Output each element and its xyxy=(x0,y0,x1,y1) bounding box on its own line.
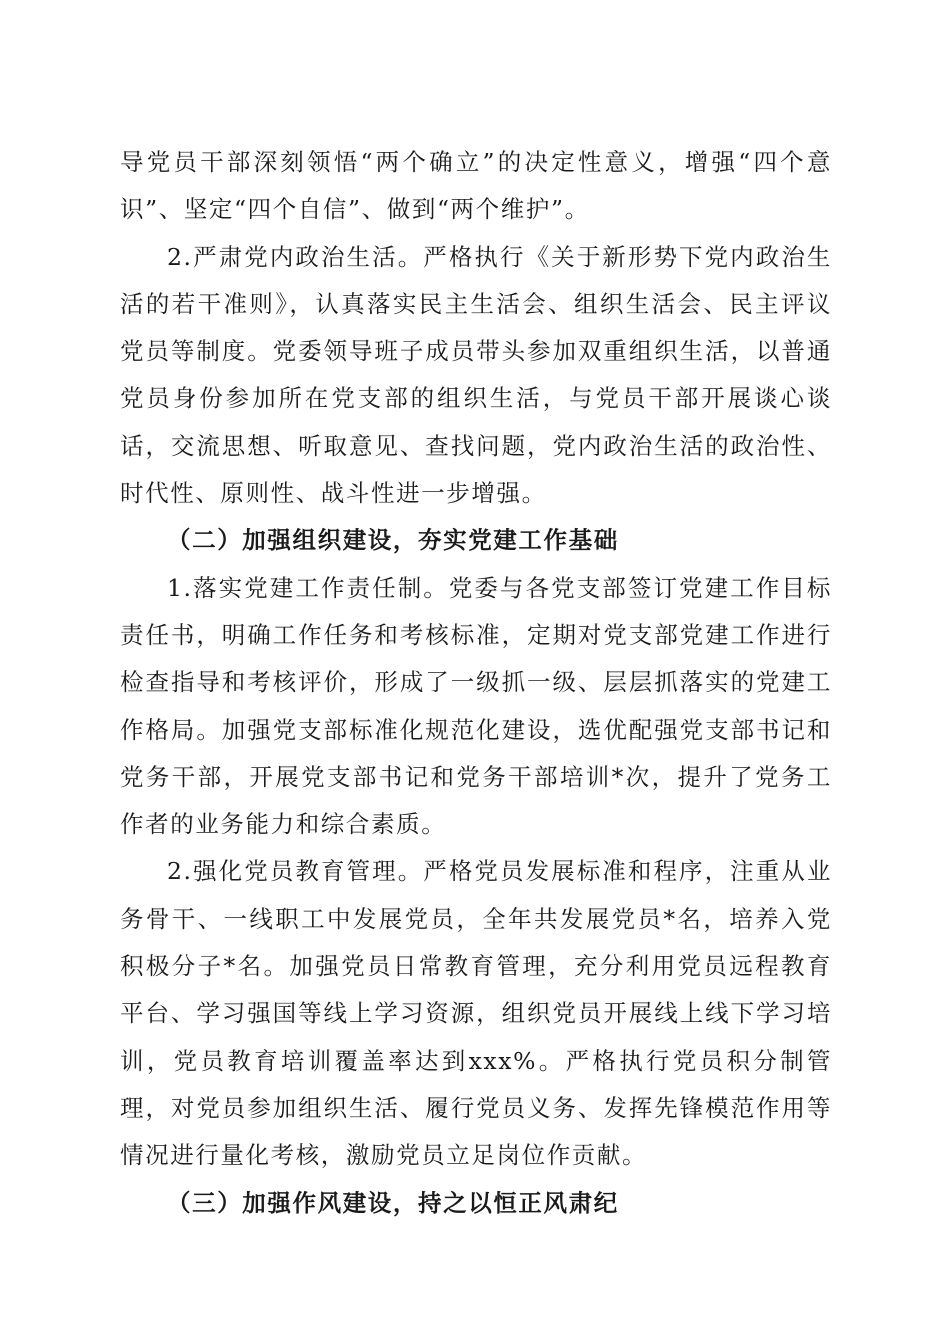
section-heading-work-style: （三）加强作风建设，持之以恒正风肃纪 xyxy=(167,1188,619,1217)
document-body xyxy=(120,139,832,1227)
body-paragraph-continuation: 导党员干部深刻领悟“两个确立”的决定性意义，增强“四个意识”、坚定“四个自信”、做到“两个维护”。 xyxy=(120,148,832,224)
section-heading-organization: （二）加强组织建设，夯实党建工作基础 xyxy=(167,526,619,555)
body-paragraph-political-life: 2.严肃党内政治生活。严格执行《关于新形势下党内政治生活的若干准则》，认真落实民主生活会、组织生活会、民主评议党员等制度。党委领导班子成员带头参加双重组织生活，以普通党员身份参加所在党支部的组织生活，与党员干部开展谈心谈话，交流思想、听取意见、查找问题，党内政治生活的政治性、时代性、原则性、战斗性进一步增强。 xyxy=(120,242,832,508)
body-paragraph-member-education: 2.强化党员教育管理。严格党员发展标准和程序，注重从业务骨干、一线职工中发展党员，全年共发展党员*名，培养入党积极分子*名。加强党员日常教育管理，充分利用党员远程教育平台、学习强国等线上学习资源，组织党员开展线上线下学习培训，党员教育培训覆盖率达到xxx%。严格执行党员积分制管理，对党员参加组织生活、履行党员义务、发挥先锋模范作用等情况进行量化考核，激励党员立足岗位作贡献。 xyxy=(120,857,832,1170)
body-paragraph-responsibility: 1.落实党建工作责任制。党委与各党支部签订党建工作目标责任书，明确工作任务和考核标准，定期对党支部党建工作进行检查指导和考核评价，形成了一级抓一级、层层抓落实的党建工作格局。加强党支部标准化规范化建设，选优配强党支部书记和党务干部，开展党支部书记和党务干部培训*次，提升了党务工作者的业务能力和综合素质。 xyxy=(120,573,832,839)
